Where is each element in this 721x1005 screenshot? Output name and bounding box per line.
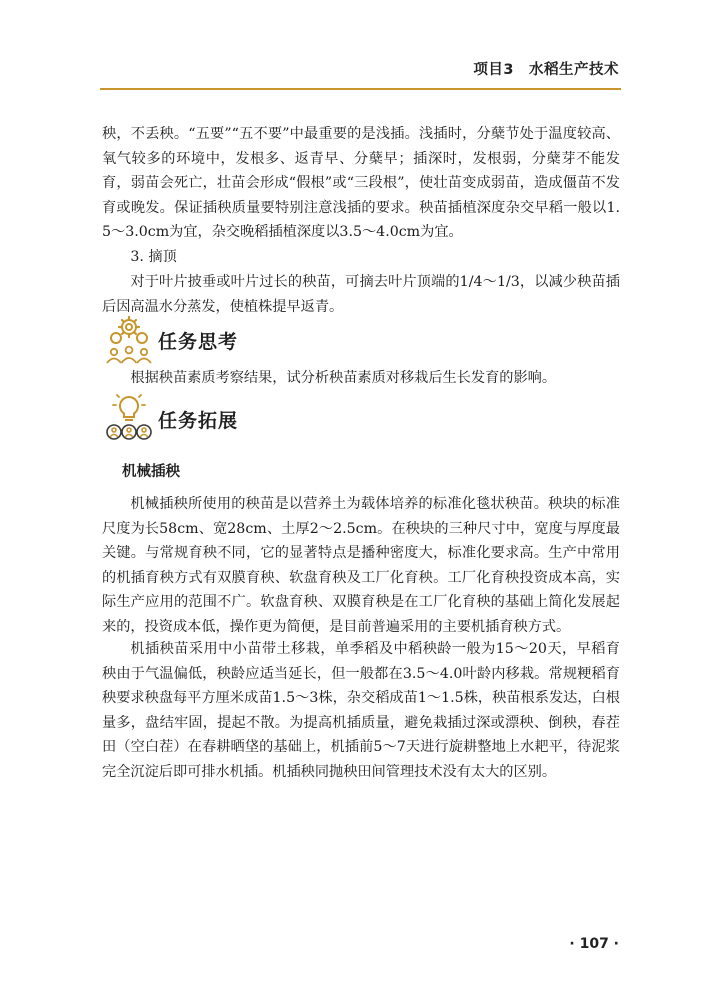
section-title: 任务拓展 (158, 409, 239, 432)
section-task-thinking (102, 313, 238, 367)
page-number: · 107 · (569, 936, 619, 952)
page-header-title: 项目3 水稻生产技术 (473, 62, 619, 78)
expansion-paragraph-2: 机插秧苗采用中小苗带土移栽，单季稻及中稻秧龄一般为15～20天，早稻育秧由于气温偏低，秧龄应适当延长，但一般都在3.5～4.0叶龄内移栽。常规粳稻育秧要求秧盘每平方厘米成苗1.5～3株，杂交稻成苗1～1.5株，秧苗根系发达，白根量多，盘结牢固，提起不散。为提高机插质量，避免栽插过深或漂秧、倒秧，春茬田（空白茬）在春耕晒垡的基础上，机插前5～7天进行旋耕整地上水耙平，待泥浆完全沉淀后即可排水机插。机插秧同抛秧田间管理技术没有太大的区别。 (102, 641, 620, 780)
paragraph-continued: 秧，不丢秧。“五要”“五不要”中最重要的是浅插。浅插时，分蘖节处于温度较高、氧气较多的环境中，发根多、返青早、分蘖早；插深时，发根弱，分蘖芽不能发育，弱苗会死亡，壮苗会形成“假根”或“三段根”，使壮苗变成弱苗，造成僵苗不发育或晚发。保证插秧质量要特别注意浅插的要求。秧苗插植深度杂交早稻一般以1.5～3.0cm为宜，杂交晚稻插植深度以3.5～4.0cm为宜。 (102, 126, 620, 241)
gears-people-icon (102, 313, 156, 367)
section-task-expansion (102, 392, 238, 446)
item-heading: 3. 摘顶 (130, 249, 177, 265)
subheading: 机械插秧 (122, 464, 180, 480)
item-paragraph: 对于叶片披垂或叶片过长的秧苗，可摘去叶片顶端的1/4～1/3，以减少秧苗插后因高温水分蒸发，使植株提早返青。 (102, 274, 620, 315)
lightbulb-people-icon (102, 392, 156, 446)
expansion-paragraph-1: 机械插秧所使用的秧苗是以营养土为载体培养的标准化毯状秧苗。秧块的标准尺度为长58cm、宽28cm、土厚2～2.5cm。在秧块的三种尺寸中，宽度与厚度最关键。与常规育秧不同，它的显著特点是播种密度大，标准化要求高。生产中常用的机插育秧方式有双膜育秧、软盘育秧及工厂化育秧。工厂化育秧投资成本高，实际生产应用的范围不广。软盘育秧、双膜育秧是在工厂化育秧的基础上简化发展起来的，投资成本低，操作更为简便，是目前普遍采用的主要机插育秧方式。 (102, 496, 620, 635)
header-rule (100, 88, 621, 90)
section-title: 任务思考 (158, 330, 239, 353)
task-thinking-text: 根据秧苗素质考察结果，试分析秧苗素质对移栽后生长发育的影响。 (130, 370, 557, 386)
